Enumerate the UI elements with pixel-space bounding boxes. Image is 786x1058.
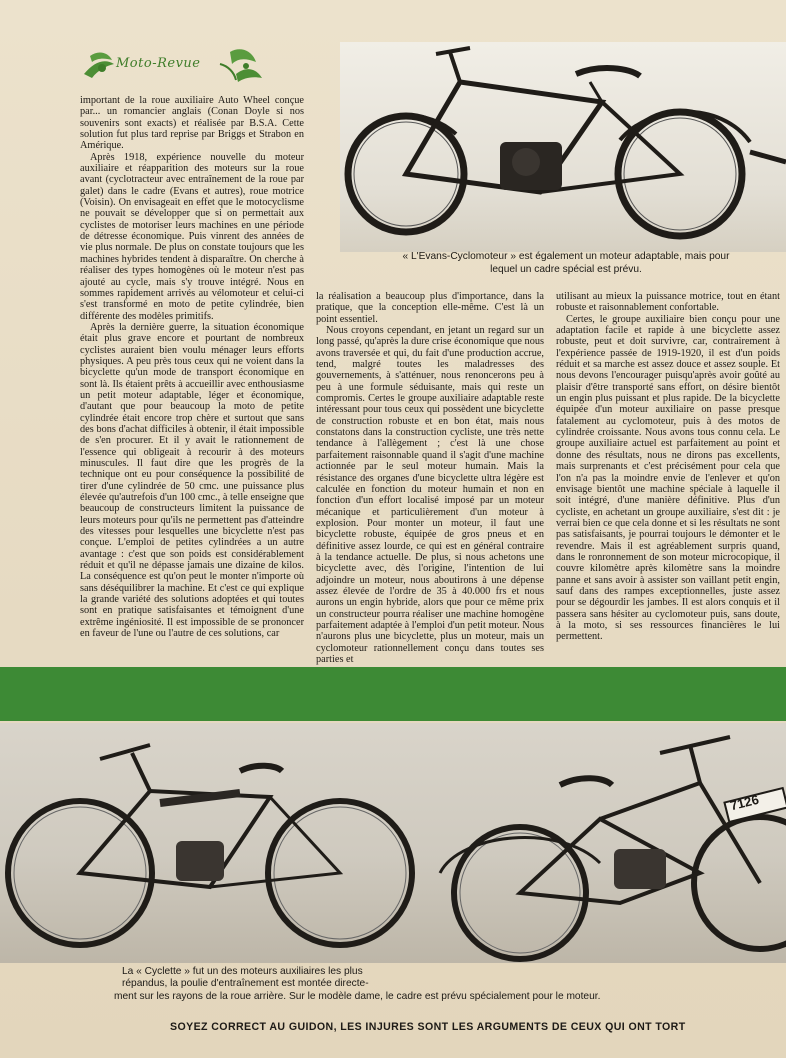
article-column-3 xyxy=(556,291,780,643)
paragraph: la réalisation a beaucoup plus d'importance, dans la pratique, que la conception elle-même. C'est là un point essentiel. xyxy=(316,291,544,325)
article-column-2 xyxy=(316,291,544,665)
paragraph: important de la roue auxiliaire Auto Wheel conçue par... un romancier anglais (Conan Doyle si nos souvenirs sont exacts) et réalisée par B.S.A. Cette solution fut plus tard reprise par Briggs et Strabon en Amérique. xyxy=(80,95,304,152)
footer-slogan: SOYEZ CORRECT AU GUIDON, LES INJURES SONT LES ARGUMENTS DE CEUX QUI ONT TORT xyxy=(170,1021,686,1033)
masthead-logo xyxy=(80,44,266,88)
motorbike-illustration xyxy=(340,42,786,252)
cyclette-photo xyxy=(0,723,786,963)
paragraph: Après la dernière guerre, la situation économique était plus grave encore et pourtant de nombreux cyclistes auraient bien voulu ménager leurs efforts physiques. A peu près tous ceux qui ne voient dans la bicyclette qu'un mode de transport économique en sont là. Ils étaient prêts à accueillir avec enthousiasme un petit moteur adaptable, léger et économique, d'autant que pour beaucoup la moto de petite cylindrée était encore trop chère et surtout que sans des bons d'achat difficiles à obtenir, il était impossible de s'en procurer. Et il y avait le rationnement de l'essence qui obligeait à recourir à des moteurs minuscules. Il faut dire que les progrès de la technique ont eu pour conséquence la possibilité de tirer d'une cylindrée de 50 cmc. une puissance plus élevée qu'autrefois d'un 100 cmc., à telle enseigne que beaucoup de constructeurs limitent la puissance de leurs moteurs pour qu'ils ne permettent pas d'atteindre des vitesses pour lesquelles une bicyclette n'est pas conçue. L'emploi de petites cylindrées a un autre avantage : c'est que son poids est considérablement réduit et qu'il ne dépasse jamais une dizaine de kilos. La conséquence est qu'on peut le monter n'importe où sans déséquilibrer la machine. Et c'est ce qui explique la grande variété des solutions adoptées et qui toutes sont en pratique satisfaisantes et témoignent d'une extrême ingéniosité. Il est impossible de se prononcer en faveur de l'une ou l'autre de ces solutions, car xyxy=(80,321,304,640)
top-caption-line-2: lequel un cadre spécial est prévu. xyxy=(490,264,642,275)
top-photo-caption xyxy=(352,250,780,276)
top-caption-line-1: « L'Evans-Cyclomoteur » est également un moteur adaptable, mais pour xyxy=(402,251,730,262)
brand-title: Moto-Revue xyxy=(116,56,201,71)
evans-cyclomoteur-photo xyxy=(340,42,786,252)
paragraph: Après 1918, expérience nouvelle du moteur auxiliaire et réapparition des moteurs sur la roue avant (cyclotracteur avec entraînement de la roue par galet) dans le cadre (Evans et autres), roue motrice (Voisin). On envisageait en effet que le motocyclisme ne pouvait se développer que si on permettait aux cyclistes de motoriser leurs machines en une période de détresse économique. Puis vinrent des années de vie plus normale. De plus on constate toujours que les machines hybrides tendent à disparaître. On cherche à réaliser des types homogènes où le moteur n'est pas ajouté au cycle, mais s'y trouve intégré. Nous en sommes rapidement arrivés au vélomoteur et celui-ci s'est transformé en moto de petite cylindrée, bien différente des modèles primitifs. xyxy=(80,151,304,322)
article-column-1 xyxy=(80,95,304,640)
bottom-caption-line-1: La « Cyclette » fut un des moteurs auxiliaires les plus xyxy=(122,966,363,977)
green-divider-band xyxy=(0,667,786,721)
paragraph: Nous croyons cependant, en jetant un regard sur un long passé, qu'après la dure crise économique que nous avons traversée et qui, du fait d'une production accrue, tend, malgré toutes les maladresses des gouvernements, à s'atténuer, nous renoncerons peu à peu à une formule séduisante, mais qui reste un compromis. Certes le groupe auxiliaire adaptable reste intéressant pour tous ceux qui possèdent une bicyclette de construction robuste et en bon état, mais nous constatons dans la construction cycliste, une très nette tendance à l'allègement ; c'est là une chose parfaitement raisonnable quand il s'agit d'une machine actionnée par le seul moteur humain. Mais la résistance des organes d'une bicyclette ultra légère est calculée en fonction du moteur humain et non en fonction d'un effort localisé imposé par un moteur mécanique et particulièrement d'un moteur à explosion. Pour monter un moteur, il faut une bicyclette robuste, équipée de gros pneus et en définitive assez lourde, ce qui est en général contraire à la tendance actuelle. De plus, si nous achetons une bicyclette avec, dès l'origine, l'intention de lui adjoindre un moteur, nous aboutirons à une dépense assez élevée de l'ordre de 35 à 40.000 frs et nous aurons un engin hybride, alors que pour ce même prix un constructeur pourra réaliser une machine homogène parfaitement adaptée à l'emploi d'un petit moteur. Nous n'aurons plus une bicyclette, plus un moteur, mais un cyclomoteur rationnellement conçu dans toutes ses parties et xyxy=(316,325,544,665)
license-plate: 7126 xyxy=(728,791,761,814)
bicycles-illustration xyxy=(0,723,786,963)
paragraph: utilisant au mieux la puissance motrice, tout en étant robuste et raisonnablement confortable. xyxy=(556,291,780,314)
bottom-caption-line-2: répandus, la poulie d'entraînement est montée directe- xyxy=(122,978,369,990)
bottom-photo-caption xyxy=(114,966,782,1003)
bottom-caption-line-3: ment sur les rayons de la roue arrière. Sur le modèle dame, le cadre est prévu spécialement pour le moteur. xyxy=(114,990,601,1002)
paragraph: Certes, le groupe auxiliaire bien conçu pour une adaptation facile et rapide à une bicyclette assez robuste, peut et doit survivre, car, contrairement à l'expérience passée de 1919-1920, il est d'un poids réduit et sa marche est assez douce et assez souple. Et nous devons l'encourager puisqu'après avoir goûté au plaisir d'être transporté sans effort, on désire bientôt un engin plus puissant et plus rapide. De la bicyclette équipée d'un moteur auxiliaire on passe presque fatalement au cyclomoteur, puis à des motos de cylindrée croissante. Nous avons tous connu cela. Le groupe auxiliaire actuel est parfaitement au point et donne des résultats, nous ne dirons pas excellents, mais surprenants et c'est précisément pour cela que l'on n'a pas la moindre envie de l'enlever et qu'on envisage bientôt une machine spéciale à laquelle il soit intégré, d'une manière définitive. Plus d'un cycliste, en achetant un groupe auxiliaire, s'est dit : je verrai bien ce que cela donne et si les résultats ne sont pas satisfaisants, je pourrai toujours le démonter et le revendre. Mais il est agréablement surpris quand, dans le ronronnement de son moteur microcopique, il couvre kilomètre après kilomètre sans la moindre panne et sans avoir à assister son vaillant petit engin, sauf dans des rampes exceptionnelles, juste assez pour se dégourdir les jambes. Il est alors conquis et il passera sans hésiter au cyclomoteur puis, sans doute, à la moto, si ses ressources financières le lui permettent. xyxy=(556,313,780,643)
